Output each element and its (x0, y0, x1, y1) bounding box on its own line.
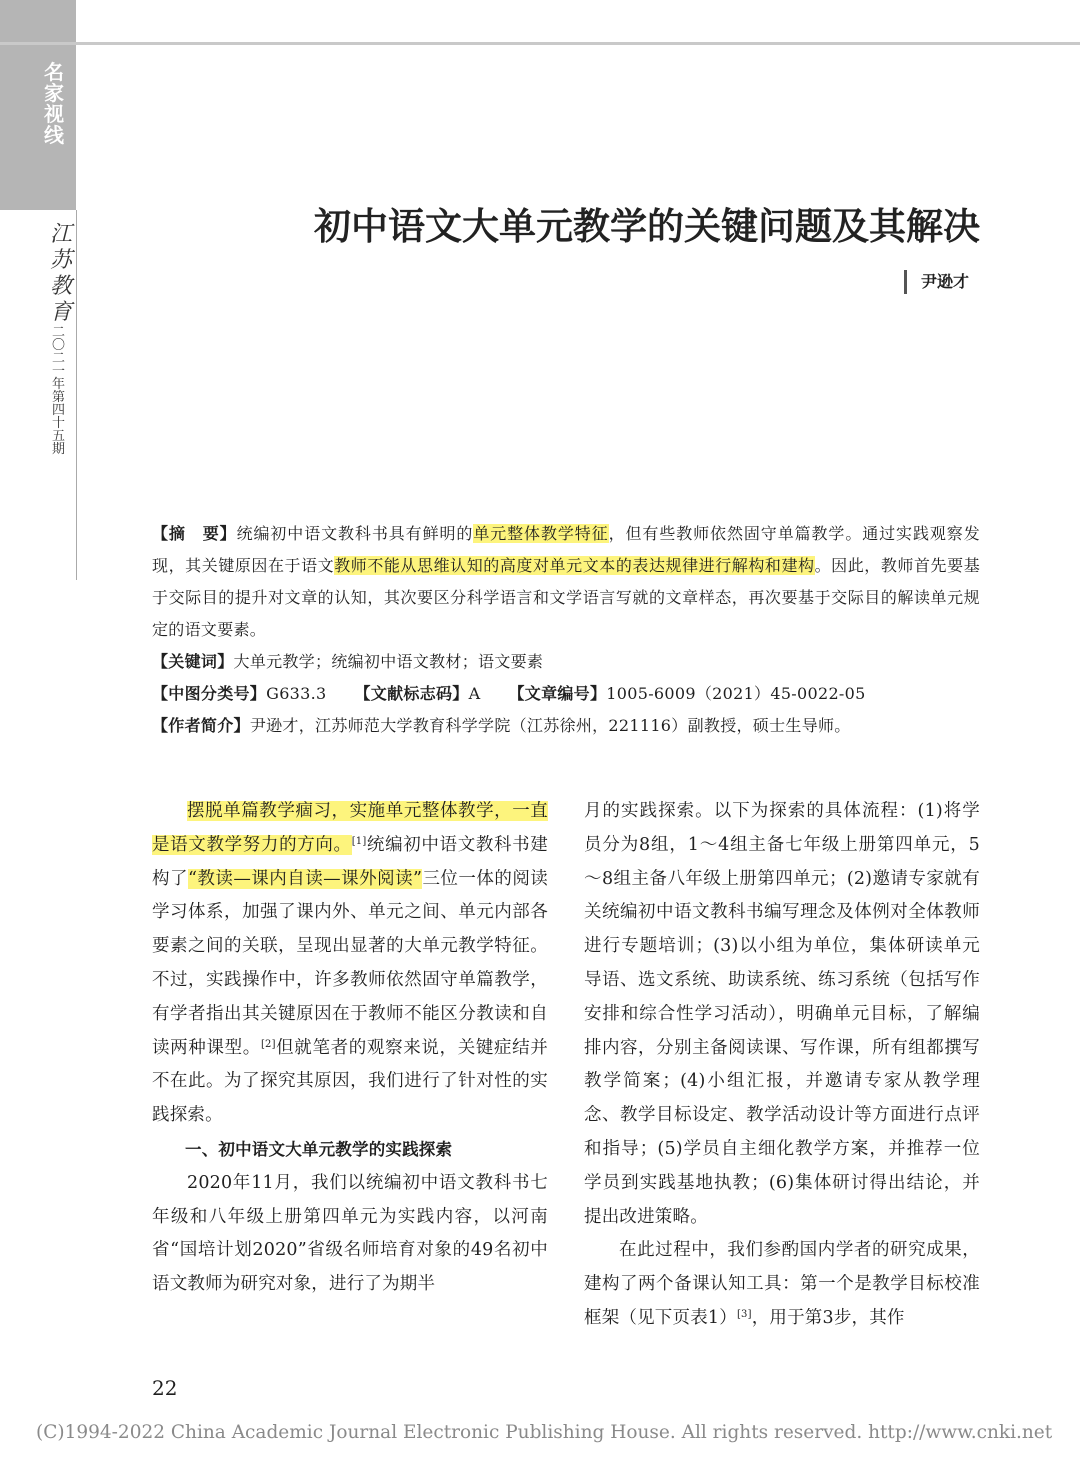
page-number: 22 (152, 1376, 178, 1400)
abstract-label: 【摘 要】 (152, 524, 237, 543)
body-column-left (152, 795, 548, 1302)
article-id-value: 1005-6009（2021）45-0022-05 (606, 684, 866, 703)
doc-code-value: A (468, 684, 481, 703)
author-bio (152, 710, 980, 742)
section-tab-label: 名家视线 (44, 60, 64, 147)
copyright-notice: (C)1994-2022 China Academic Journal Electronic Publishing House. All rights reserved. http://www.cnki.net (36, 1422, 1053, 1443)
classification (152, 678, 980, 710)
keywords (152, 646, 980, 678)
body-paragraph (152, 795, 548, 1133)
journal-name: 江苏教育 (50, 222, 73, 325)
body-highlight: “教读—课内自读—课外阅读” (187, 868, 423, 889)
body-text: 在此过程中，我们参酌国内学者的研究成果，建构了两个备课认知工具：第一个是教学目标校准框架（见下页表1） (584, 1240, 980, 1328)
keywords-text: 大单元教学；统编初中语文教材；语文要素 (233, 652, 544, 671)
bio-label: 【作者简介】 (152, 716, 250, 735)
body-highlight: 摆脱单篇教学痼习，实施单元整体教学，一直是语文教学努力的方向。 (152, 801, 548, 855)
abstract (152, 518, 980, 646)
body-text: 统编初中语文教科书建构了 (152, 834, 549, 889)
keywords-label: 【关键词】 (152, 652, 234, 671)
body-text: 但就笔者的观察来说，关键症结并不在此。为了探究其原因，我们进行了针对性的实践探索。 (152, 1037, 549, 1126)
header-rule (0, 42, 1080, 45)
margin-divider (76, 210, 77, 580)
abstract-block (152, 518, 980, 742)
article-title: 初中语文大单元教学的关键问题及其解决 (314, 205, 980, 248)
clc-value: G633.3 (266, 684, 327, 703)
section-heading: 一、初中语文大单元教学的实践探索 (185, 1139, 453, 1159)
article-author: 尹逊才 (904, 270, 969, 294)
body-paragraph: 月的实践探索。以下为探索的具体流程：(1)将学员分为8组，1～4组主备七年级上册第四单元，5～8组主备八年级上册第四单元；(2)邀请专家就有关统编初中语文教科书编写理念及体例对全体教师进行专题培训；(3)以小组为单位，集体研读单元导语、选文系统、助读系统、练习系统（包括写作安排和综合性学习活动），明确单元目标，了解编排内容，分别主备阅读课、写作课，所有组都撰写教学简案；(4)小组汇报，并邀请专家从教学理念、教学目标设定、教学活动设计等方面进行点评和指导；(5)学员自主细化教学方案，并推荐一位学员到实践基地执教；(6)集体研讨得出结论，并提出改进策略。 (584, 801, 980, 1227)
doc-code-label: 【文献标志码】 (354, 684, 469, 703)
journal-issue: 二〇二一年第四十五期 (52, 325, 66, 457)
body-paragraph (584, 1234, 980, 1335)
abstract-text: ，但有些教师依然固守单篇教学。通过实践观察发现，其关键原因在于语文 (152, 524, 980, 575)
article-id-label: 【文章编号】 (508, 684, 607, 703)
clc-label: 【中图分类号】 (152, 684, 267, 703)
abstract-text: 。因此，教师首先要基于交际目的提升对文章的认知，其次要区分科学语言和文学语言写就的文章样态，再次要基于交际目的解读单元规定的语文要素。 (152, 556, 980, 639)
body-column-right (584, 795, 980, 1336)
body-paragraph: 2020年11月，我们以统编初中语文教科书七年级和八年级上册第四单元为实践内容，以河南省“国培计划2020”省级名师培育对象的49名初中语文教师为研究对象，进行了为期半 (152, 1172, 548, 1295)
citation: [1] (351, 835, 367, 847)
bio-text: 尹逊才，江苏师范大学教育科学学院（江苏徐州，221116）副教授，硕士生导师。 (249, 716, 851, 735)
abstract-highlight: 教师不能从思维认知的高度对单元文本的表达规律进行解构和建构 (334, 556, 815, 575)
abstract-highlight: 单元整体教学特征 (473, 524, 609, 543)
body-text: ，用于第3步，其作 (751, 1307, 905, 1328)
citation: [3] (736, 1308, 752, 1320)
citation: [2] (260, 1038, 276, 1050)
body-text: 三位一体的阅读学习体系，加强了课内外、单元之间、单元内部各要素之间的关联，呈现出显著的大单元教学特征。不过，实践操作中，许多教师依然固守单篇教学，有学者指出其关键原因在于教师不能区分教读和自读两种课型。 (152, 868, 548, 1058)
abstract-text: 统编初中语文教科书具有鲜明的 (236, 524, 474, 543)
